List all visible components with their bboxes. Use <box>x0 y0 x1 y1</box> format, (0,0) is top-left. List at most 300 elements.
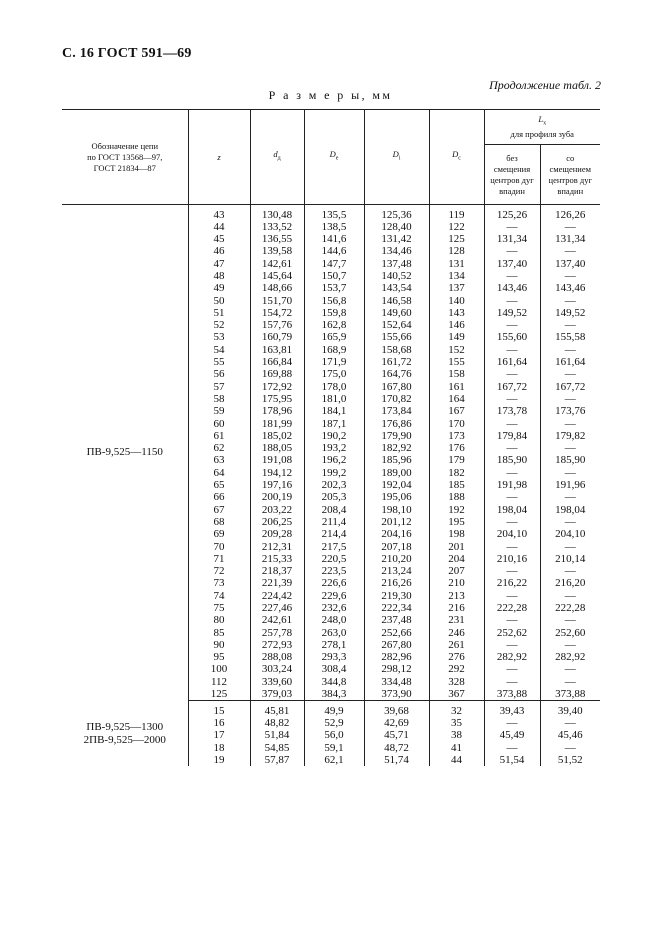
cell-Dc: 367 <box>429 688 484 701</box>
cell-Di: 125,36 <box>364 209 429 221</box>
cell-z: 47 <box>188 258 250 270</box>
cell-De: 159,8 <box>304 307 364 319</box>
cell-De: 196,2 <box>304 454 364 466</box>
cell-z: 51 <box>188 307 250 319</box>
cell-Di: 195,06 <box>364 491 429 503</box>
cell-lx-with-shift: — <box>540 368 600 380</box>
cell-dd: 215,33 <box>250 553 304 565</box>
cell-lx-with-shift: 149,52 <box>540 307 600 319</box>
cell-z: 80 <box>188 614 250 626</box>
cell-lx-with-shift: 179,82 <box>540 430 600 442</box>
cell-Dc: 201 <box>429 541 484 553</box>
cell-z: 46 <box>188 245 250 257</box>
cell-Dc: 143 <box>429 307 484 319</box>
cell-lx-with-shift: — <box>540 467 600 479</box>
cell-De: 199,2 <box>304 467 364 479</box>
cell-z: 74 <box>188 590 250 602</box>
cell-z: 69 <box>188 528 250 540</box>
cell-Dc: 125 <box>429 233 484 245</box>
cell-z: 95 <box>188 651 250 663</box>
cell-z: 17 <box>188 729 250 741</box>
cell-z: 62 <box>188 442 250 454</box>
cell-z: 71 <box>188 553 250 565</box>
cell-Di: 155,66 <box>364 331 429 343</box>
cell-Dc: 170 <box>429 418 484 430</box>
header-Lx-sub: x <box>543 120 547 127</box>
cell-De: 184,1 <box>304 405 364 417</box>
cell-De: 144,6 <box>304 245 364 257</box>
cell-De: 59,1 <box>304 742 364 754</box>
cell-z: 45 <box>188 233 250 245</box>
cell-Dc: 131 <box>429 258 484 270</box>
cell-lx-no-shift: — <box>484 491 540 503</box>
cell-Dc: 185 <box>429 479 484 491</box>
cell-Di: 131,42 <box>364 233 429 245</box>
cell-Di: 185,96 <box>364 454 429 466</box>
cell-lx-with-shift: — <box>540 221 600 233</box>
cell-dd: 163,81 <box>250 344 304 356</box>
header-with-shift-line: центров дуг <box>548 174 592 185</box>
cell-z: 85 <box>188 627 250 639</box>
cell-De: 181,0 <box>304 393 364 405</box>
header-designation-line: Обозначение цепи <box>91 140 158 151</box>
cell-dd: 379,03 <box>250 688 304 701</box>
cell-Di: 149,60 <box>364 307 429 319</box>
cell-dd: 272,93 <box>250 639 304 651</box>
cell-lx-no-shift: — <box>484 639 540 651</box>
cell-De: 220,5 <box>304 553 364 565</box>
header-De-base: D <box>329 149 336 160</box>
cell-Di: 158,68 <box>364 344 429 356</box>
cell-Di: 173,84 <box>364 405 429 417</box>
cell-Di: 42,69 <box>364 717 429 729</box>
cell-lx-no-shift: — <box>484 245 540 257</box>
cell-Di: 334,48 <box>364 676 429 688</box>
cell-z: 67 <box>188 504 250 516</box>
cell-z: 15 <box>188 705 250 717</box>
cell-dd: 57,87 <box>250 754 304 766</box>
cell-lx-with-shift: — <box>540 270 600 282</box>
header-with-shift-line: смещением <box>549 163 591 174</box>
cell-dd: 160,79 <box>250 331 304 343</box>
header-Di-base: D <box>392 149 399 160</box>
cell-dd: 188,05 <box>250 442 304 454</box>
cell-lx-no-shift: — <box>484 295 540 307</box>
cell-Di: 164,76 <box>364 368 429 380</box>
cell-dd: 148,66 <box>250 282 304 294</box>
cell-lx-with-shift: 373,88 <box>540 688 600 701</box>
cell-z: 60 <box>188 418 250 430</box>
cell-De: 211,4 <box>304 516 364 528</box>
cell-lx-with-shift: 51,52 <box>540 754 600 766</box>
cell-De: 217,5 <box>304 541 364 553</box>
chain-designation-line: 2ПВ-9,525—2000 <box>83 733 166 746</box>
cell-lx-with-shift: — <box>540 418 600 430</box>
cell-lx-no-shift: 204,10 <box>484 528 540 540</box>
cell-Di: 192,04 <box>364 479 429 491</box>
header-Dc-base: D <box>452 149 459 160</box>
cell-z: 72 <box>188 565 250 577</box>
cell-lx-with-shift: — <box>540 245 600 257</box>
cell-z: 48 <box>188 270 250 282</box>
cell-dd: 45,81 <box>250 705 304 717</box>
cell-Di: 39,68 <box>364 705 429 717</box>
cell-z: 61 <box>188 430 250 442</box>
cell-De: 193,2 <box>304 442 364 454</box>
cell-lx-no-shift: 143,46 <box>484 282 540 294</box>
cell-lx-no-shift: 210,16 <box>484 553 540 565</box>
cell-De: 150,7 <box>304 270 364 282</box>
cell-dd: 169,88 <box>250 368 304 380</box>
cell-De: 168,9 <box>304 344 364 356</box>
cell-lx-no-shift: 179,84 <box>484 430 540 442</box>
cell-dd: 157,76 <box>250 319 304 331</box>
cell-Di: 282,96 <box>364 651 429 663</box>
header-z-text: z <box>217 151 221 162</box>
cell-lx-with-shift: 282,92 <box>540 651 600 663</box>
cell-Di: 252,66 <box>364 627 429 639</box>
cell-De: 187,1 <box>304 418 364 430</box>
cell-lx-no-shift: 191,98 <box>484 479 540 491</box>
cell-Dc: 328 <box>429 676 484 688</box>
cell-Dc: 167 <box>429 405 484 417</box>
cell-De: 205,3 <box>304 491 364 503</box>
cell-lx-no-shift: 39,43 <box>484 705 540 717</box>
cell-dd: 154,72 <box>250 307 304 319</box>
cell-Di: 167,80 <box>364 381 429 393</box>
cell-lx-no-shift: — <box>484 467 540 479</box>
cell-De: 293,3 <box>304 651 364 663</box>
cell-dd: 142,61 <box>250 258 304 270</box>
cell-z: 53 <box>188 331 250 343</box>
cell-Di: 213,24 <box>364 565 429 577</box>
cell-De: 62,1 <box>304 754 364 766</box>
cell-De: 384,3 <box>304 688 364 701</box>
cell-Dc: 38 <box>429 729 484 741</box>
header-profile: для профиля зуба <box>510 129 574 140</box>
cell-z: 112 <box>188 676 250 688</box>
cell-lx-with-shift: — <box>540 393 600 405</box>
header-dd <box>250 110 304 205</box>
cell-lx-with-shift: 143,46 <box>540 282 600 294</box>
cell-z: 56 <box>188 368 250 380</box>
cell-Dc: 146 <box>429 319 484 331</box>
cell-Di: 210,20 <box>364 553 429 565</box>
cell-Di: 146,58 <box>364 295 429 307</box>
cell-z: 57 <box>188 381 250 393</box>
cell-lx-no-shift: — <box>484 418 540 430</box>
cell-De: 135,5 <box>304 209 364 221</box>
cell-Dc: 149 <box>429 331 484 343</box>
cell-z: 50 <box>188 295 250 307</box>
cell-lx-no-shift: — <box>484 442 540 454</box>
cell-De: 147,7 <box>304 258 364 270</box>
cell-De: 178,0 <box>304 381 364 393</box>
cell-lx-with-shift: — <box>540 676 600 688</box>
cell-lx-with-shift: — <box>540 590 600 602</box>
cell-De: 223,5 <box>304 565 364 577</box>
cell-z: 18 <box>188 742 250 754</box>
cell-Di: 48,72 <box>364 742 429 754</box>
cell-lx-with-shift: 252,60 <box>540 627 600 639</box>
cell-De: 171,9 <box>304 356 364 368</box>
cell-Dc: 246 <box>429 627 484 639</box>
cell-z: 44 <box>188 221 250 233</box>
cell-lx-no-shift: 125,26 <box>484 209 540 221</box>
cell-De: 165,9 <box>304 331 364 343</box>
cell-lx-with-shift: — <box>540 565 600 577</box>
header-with-shift-line: со <box>566 152 575 163</box>
cell-dd: 175,95 <box>250 393 304 405</box>
cell-Dc: 128 <box>429 245 484 257</box>
dimensions-table <box>62 109 600 766</box>
cell-dd: 172,92 <box>250 381 304 393</box>
cell-lx-no-shift: 185,90 <box>484 454 540 466</box>
cell-z: 19 <box>188 754 250 766</box>
cell-dd: 227,46 <box>250 602 304 614</box>
header-z <box>188 110 250 205</box>
cell-dd: 242,61 <box>250 614 304 626</box>
header-no-shift-line: смещения <box>493 163 531 174</box>
cell-De: 214,4 <box>304 528 364 540</box>
cell-dd: 181,99 <box>250 418 304 430</box>
cell-Di: 219,30 <box>364 590 429 602</box>
cell-dd: 212,31 <box>250 541 304 553</box>
cell-lx-with-shift: — <box>540 639 600 651</box>
cell-dd: 151,70 <box>250 295 304 307</box>
cell-lx-with-shift: 198,04 <box>540 504 600 516</box>
cell-Dc: 195 <box>429 516 484 528</box>
cell-De: 226,6 <box>304 577 364 589</box>
cell-Di: 161,72 <box>364 356 429 368</box>
page-title: С. 16 ГОСТ 591—69 <box>62 46 192 61</box>
cell-lx-with-shift: 216,20 <box>540 577 600 589</box>
header-dd-base: d <box>273 149 278 160</box>
cell-z: 49 <box>188 282 250 294</box>
cell-Dc: 173 <box>429 430 484 442</box>
header-Di-sub: i <box>398 155 401 162</box>
cell-De: 52,9 <box>304 717 364 729</box>
cell-lx-with-shift: 222,28 <box>540 602 600 614</box>
cell-dd: 136,55 <box>250 233 304 245</box>
header-dd-sub: д <box>277 155 281 162</box>
header-designation-line: ГОСТ 21834—87 <box>93 162 156 173</box>
cell-lx-no-shift: 149,52 <box>484 307 540 319</box>
cell-z: 70 <box>188 541 250 553</box>
cell-Dc: 176 <box>429 442 484 454</box>
cell-dd: 166,84 <box>250 356 304 368</box>
cell-Di: 201,12 <box>364 516 429 528</box>
cell-lx-with-shift: 204,10 <box>540 528 600 540</box>
cell-Dc: 122 <box>429 221 484 233</box>
cell-dd: 197,16 <box>250 479 304 491</box>
cell-lx-no-shift: — <box>484 717 540 729</box>
cell-Di: 189,00 <box>364 467 429 479</box>
cell-lx-no-shift: 167,72 <box>484 381 540 393</box>
table-body <box>62 205 600 767</box>
cell-z: 55 <box>188 356 250 368</box>
cell-lx-with-shift: — <box>540 717 600 729</box>
table-continuation-label: Продолжение табл. 2 <box>489 78 601 92</box>
cell-lx-with-shift: 39,40 <box>540 705 600 717</box>
cell-lx-with-shift: 185,90 <box>540 454 600 466</box>
cell-Dc: 210 <box>429 577 484 589</box>
cell-Dc: 213 <box>429 590 484 602</box>
cell-Dc: 276 <box>429 651 484 663</box>
cell-Dc: 198 <box>429 528 484 540</box>
cell-De: 156,8 <box>304 295 364 307</box>
cell-Dc: 192 <box>429 504 484 516</box>
cell-Dc: 32 <box>429 705 484 717</box>
cell-lx-with-shift: — <box>540 663 600 675</box>
cell-lx-with-shift: 155,58 <box>540 331 600 343</box>
cell-Dc: 179 <box>429 454 484 466</box>
cell-dd: 51,84 <box>250 729 304 741</box>
cell-dd: 224,42 <box>250 590 304 602</box>
cell-Dc: 231 <box>429 614 484 626</box>
cell-z: 65 <box>188 479 250 491</box>
cell-Di: 45,71 <box>364 729 429 741</box>
cell-Di: 152,64 <box>364 319 429 331</box>
chain-designation-line: ПВ-9,525—1150 <box>86 446 163 459</box>
cell-lx-no-shift: 131,34 <box>484 233 540 245</box>
cell-De: 49,9 <box>304 705 364 717</box>
header-Lx-group <box>484 110 600 145</box>
cell-z: 90 <box>188 639 250 651</box>
cell-lx-no-shift: — <box>484 742 540 754</box>
cell-z: 73 <box>188 577 250 589</box>
cell-lx-with-shift: — <box>540 319 600 331</box>
cell-Di: 267,80 <box>364 639 429 651</box>
cell-lx-with-shift: 131,34 <box>540 233 600 245</box>
cell-Dc: 207 <box>429 565 484 577</box>
cell-Dc: 261 <box>429 639 484 651</box>
cell-De: 202,3 <box>304 479 364 491</box>
cell-dd: 203,22 <box>250 504 304 516</box>
cell-lx-with-shift: 210,14 <box>540 553 600 565</box>
cell-De: 232,6 <box>304 602 364 614</box>
cell-lx-no-shift: — <box>484 270 540 282</box>
cell-dd: 145,64 <box>250 270 304 282</box>
cell-Dc: 35 <box>429 717 484 729</box>
cell-lx-no-shift: 216,22 <box>484 577 540 589</box>
cell-lx-no-shift: — <box>484 221 540 233</box>
header-Dc-sub: c <box>458 155 461 162</box>
cell-lx-with-shift: 45,46 <box>540 729 600 741</box>
cell-z: 52 <box>188 319 250 331</box>
cell-Dc: 292 <box>429 663 484 675</box>
cell-z: 43 <box>188 209 250 221</box>
cell-lx-no-shift: — <box>484 319 540 331</box>
cell-De: 175,0 <box>304 368 364 380</box>
cell-dd: 54,85 <box>250 742 304 754</box>
cell-z: 58 <box>188 393 250 405</box>
cell-lx-no-shift: 252,62 <box>484 627 540 639</box>
cell-dd: 139,58 <box>250 245 304 257</box>
cell-lx-no-shift: 137,40 <box>484 258 540 270</box>
cell-Dc: 44 <box>429 754 484 766</box>
cell-lx-no-shift: 173,78 <box>484 405 540 417</box>
header-Dc <box>429 110 484 205</box>
cell-z: 63 <box>188 454 250 466</box>
cell-lx-with-shift: — <box>540 614 600 626</box>
cell-De: 208,4 <box>304 504 364 516</box>
cell-Di: 170,82 <box>364 393 429 405</box>
cell-Dc: 216 <box>429 602 484 614</box>
cell-z: 59 <box>188 405 250 417</box>
cell-lx-no-shift: 155,60 <box>484 331 540 343</box>
cell-dd: 339,60 <box>250 676 304 688</box>
cell-lx-no-shift: — <box>484 676 540 688</box>
cell-Di: 51,74 <box>364 754 429 766</box>
cell-lx-no-shift: 45,49 <box>484 729 540 741</box>
cell-dd: 191,08 <box>250 454 304 466</box>
cell-Dc: 152 <box>429 344 484 356</box>
header-no-shift-line: без <box>506 152 518 163</box>
cell-dd: 218,37 <box>250 565 304 577</box>
cell-z: 64 <box>188 467 250 479</box>
chain-designation <box>62 701 188 766</box>
cell-dd: 288,08 <box>250 651 304 663</box>
cell-Di: 140,52 <box>364 270 429 282</box>
cell-Dc: 161 <box>429 381 484 393</box>
cell-Di: 207,18 <box>364 541 429 553</box>
chain-designation <box>62 205 188 701</box>
cell-lx-with-shift: — <box>540 344 600 356</box>
cell-z: 75 <box>188 602 250 614</box>
cell-Di: 198,10 <box>364 504 429 516</box>
cell-De: 153,7 <box>304 282 364 294</box>
cell-Di: 373,90 <box>364 688 429 701</box>
cell-lx-with-shift: 191,96 <box>540 479 600 491</box>
cell-De: 344,8 <box>304 676 364 688</box>
cell-Di: 176,86 <box>364 418 429 430</box>
header-designation-line: по ГОСТ 13568—97, <box>87 151 163 162</box>
header-De-sub: е <box>335 155 339 162</box>
cell-dd: 200,19 <box>250 491 304 503</box>
cell-dd: 221,39 <box>250 577 304 589</box>
cell-Di: 237,48 <box>364 614 429 626</box>
cell-lx-with-shift: 167,72 <box>540 381 600 393</box>
cell-Di: 182,92 <box>364 442 429 454</box>
cell-lx-no-shift: — <box>484 590 540 602</box>
cell-lx-no-shift: — <box>484 565 540 577</box>
cell-lx-no-shift: 282,92 <box>484 651 540 663</box>
cell-lx-with-shift: — <box>540 742 600 754</box>
cell-lx-with-shift: 173,76 <box>540 405 600 417</box>
cell-dd: 133,52 <box>250 221 304 233</box>
cell-Dc: 137 <box>429 282 484 294</box>
cell-De: 248,0 <box>304 614 364 626</box>
cell-De: 138,5 <box>304 221 364 233</box>
cell-Di: 128,40 <box>364 221 429 233</box>
cell-lx-no-shift: 222,28 <box>484 602 540 614</box>
header-with-shift-line: впадин <box>557 185 584 196</box>
cell-Di: 179,90 <box>364 430 429 442</box>
cell-lx-with-shift: 161,64 <box>540 356 600 368</box>
cell-De: 162,8 <box>304 319 364 331</box>
cell-Dc: 134 <box>429 270 484 282</box>
cell-Dc: 188 <box>429 491 484 503</box>
cell-lx-with-shift: — <box>540 295 600 307</box>
cell-z: 125 <box>188 688 250 701</box>
header-with-shift <box>540 145 600 205</box>
cell-lx-no-shift: — <box>484 663 540 675</box>
cell-Di: 143,54 <box>364 282 429 294</box>
cell-z: 66 <box>188 491 250 503</box>
cell-lx-no-shift: — <box>484 393 540 405</box>
header-no-shift-line: впадин <box>499 185 525 196</box>
